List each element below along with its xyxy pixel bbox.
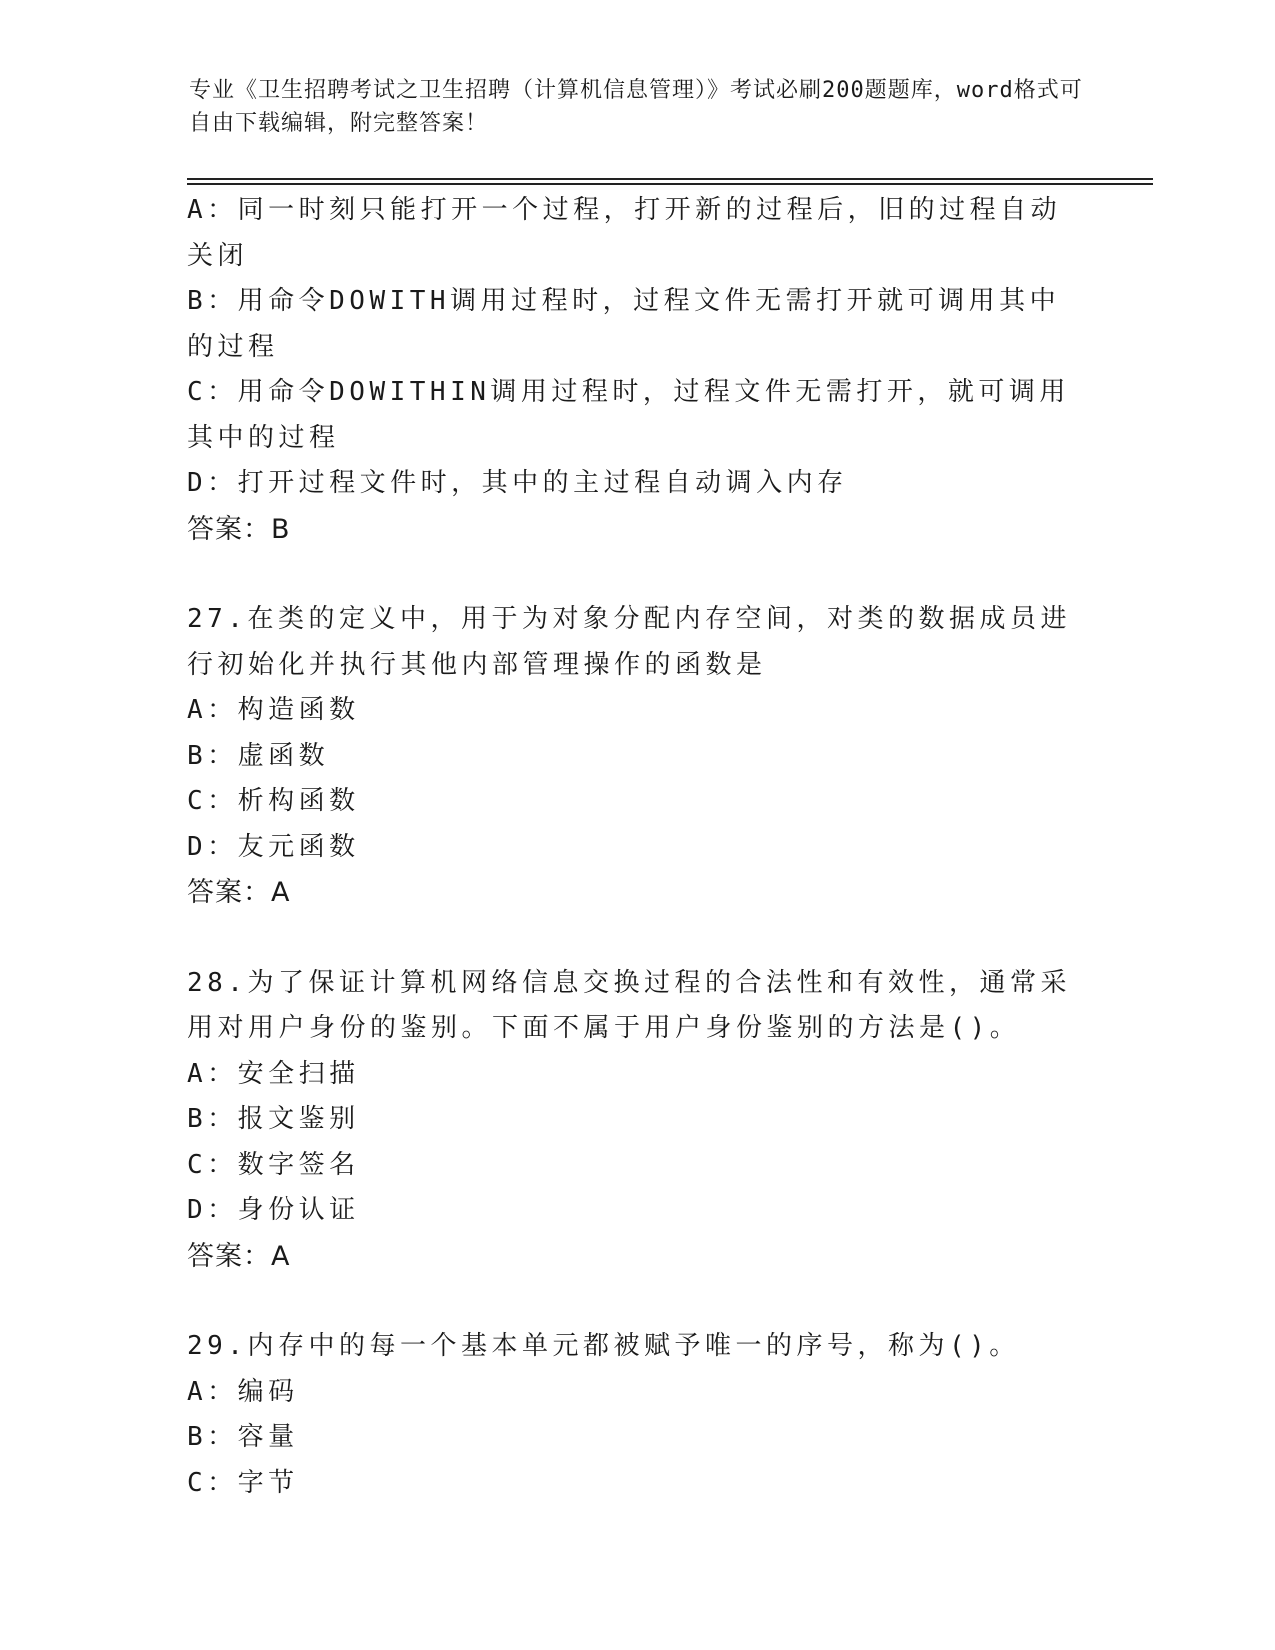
header-divider-top (187, 178, 1153, 180)
question-block-26 (187, 188, 1087, 552)
option-b: B：虚函数 (187, 740, 330, 771)
option-a: A：构造函数 (187, 695, 360, 725)
question-block-28 (187, 961, 1087, 1280)
option-a: A：编码 (187, 1376, 299, 1407)
option-c: C：数字签名 (187, 1149, 360, 1180)
question-text: 29.内存中的每一个基本单元都被赋予唯一的序号，称为()。 (187, 1331, 1020, 1361)
option-d: D：身份认证 (187, 1195, 360, 1225)
question-text: 27.在类的定义中，用于为对象分配内存空间，对类的数据成员进行初始化并执行其他内部管理操作的函数是 (187, 604, 1071, 680)
option-b: B：用命令DOWITH调用过程时，过程文件无需打开就可调用其中的过程 (187, 286, 1061, 362)
option-c: C：析构函数 (187, 786, 360, 816)
spacer (187, 916, 1087, 961)
answer-line: 答案：B (187, 513, 291, 545)
answer-line: 答案：A (187, 877, 291, 908)
option-d: D：友元函数 (187, 831, 360, 862)
option-b: B：容量 (187, 1422, 299, 1452)
spacer (187, 1279, 1087, 1324)
option-a: A：同一时刻只能打开一个过程，打开新的过程后，旧的过程自动关闭 (187, 195, 1062, 271)
question-text: 28.为了保证计算机网络信息交换过程的合法性和有效性，通常采用对用户身份的鉴别。下面不属于用户身份鉴别的方法是()。 (187, 967, 1071, 1043)
option-c: C：字节 (187, 1467, 299, 1498)
option-d: D：打开过程文件时，其中的主过程自动调入内存 (187, 468, 848, 498)
header-intro-text: 专业《卫生招聘考试之卫生招聘（计算机信息管理）》考试必刷200题题库，word格式可自由下载编辑，附完整答案！ (189, 78, 1083, 136)
question-list (187, 188, 1087, 1506)
question-block-27 (187, 597, 1087, 916)
option-a: A：安全扫描 (187, 1058, 360, 1089)
document-header (189, 74, 1089, 140)
header-divider-bottom (187, 183, 1153, 185)
option-b: B：报文鉴别 (187, 1104, 360, 1134)
question-block-29 (187, 1324, 1087, 1506)
option-c: C：用命令DOWITHIN调用过程时，过程文件无需打开，就可调用其中的过程 (187, 377, 1070, 453)
spacer (187, 552, 1087, 597)
answer-line: 答案：A (187, 1240, 291, 1272)
